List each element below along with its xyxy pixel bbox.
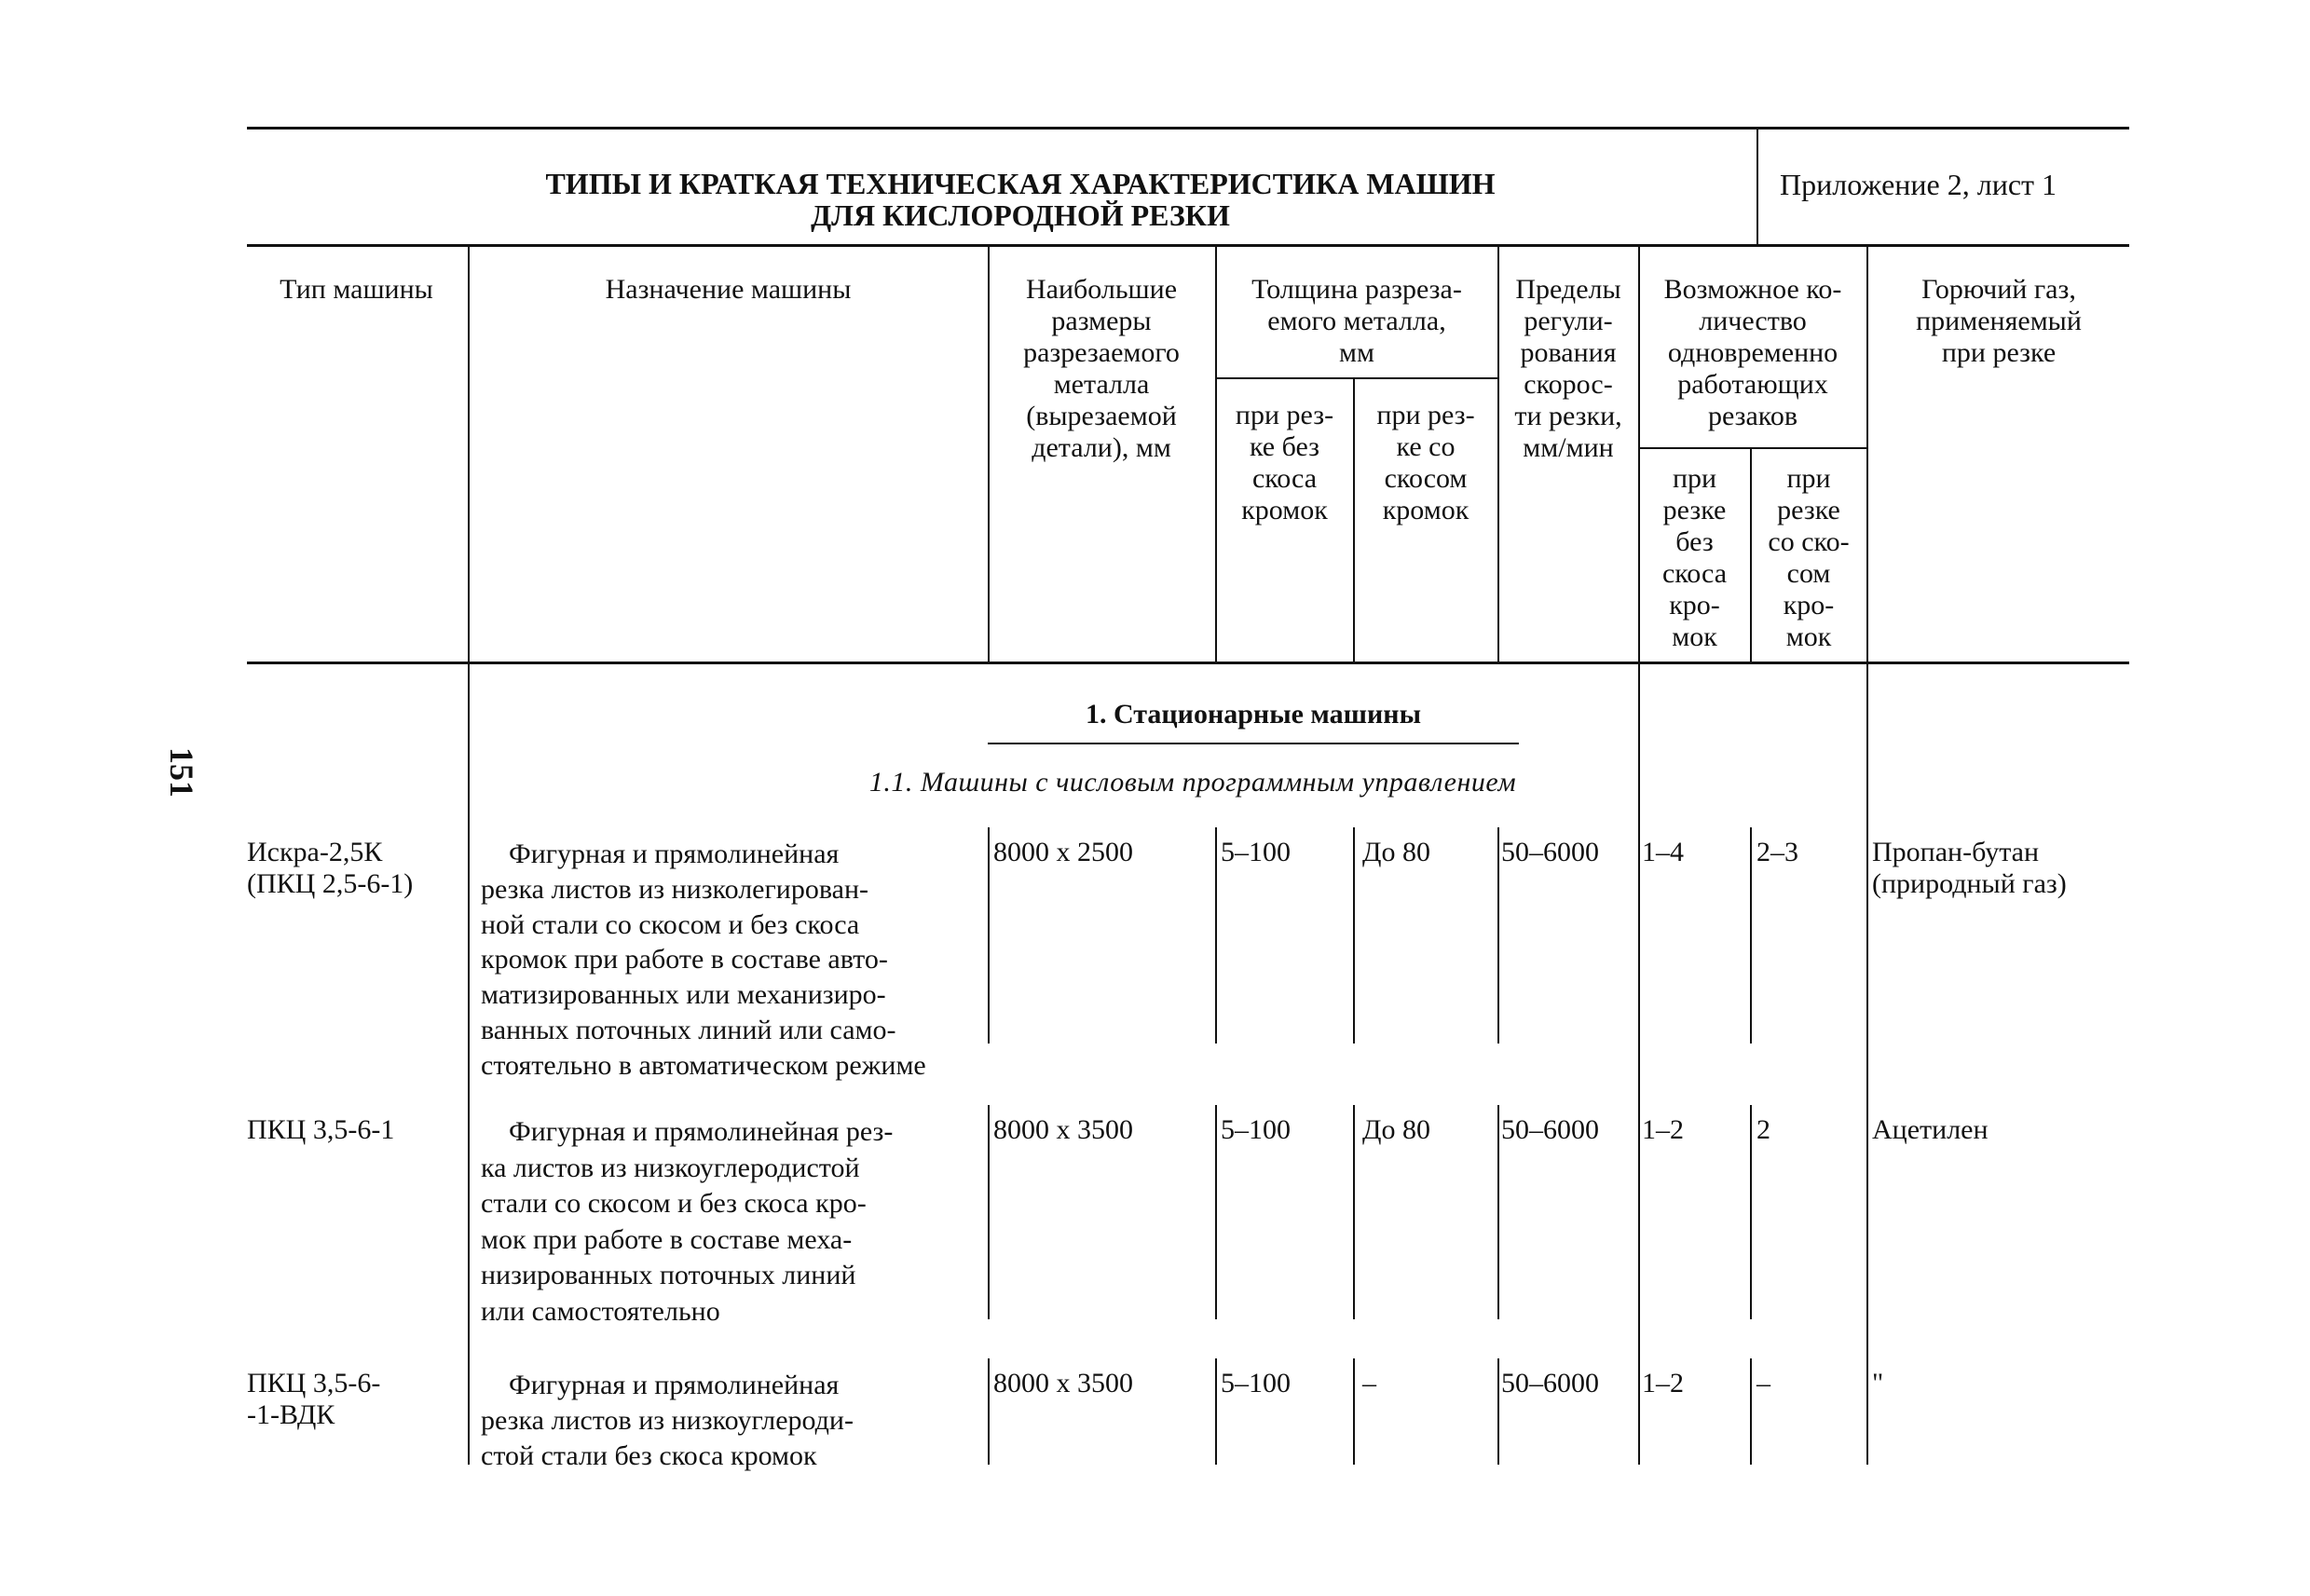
row-rule <box>1750 1105 1752 1319</box>
body-rule-purpose <box>468 663 470 1465</box>
col-cutters-no-bevel-header: при резке без скоса кро- мок <box>1661 463 1728 652</box>
col-cutters-bevel-header: при резке со ско- сом кро- мок <box>1768 463 1850 652</box>
cutters-bevel: – <box>1756 1368 1770 1398</box>
max-size: 8000 х 2500 <box>993 837 1133 867</box>
col-speed-header: Пределы регули- рования скорос- ти резки, мм/мин <box>1514 274 1622 463</box>
thickness-subrule <box>1215 377 1497 379</box>
row-rule <box>988 1105 990 1319</box>
body-rule-cutters <box>1638 663 1640 1465</box>
thickness-bevel: До 80 <box>1362 837 1430 867</box>
cutters-bevel: 2–3 <box>1756 837 1798 867</box>
col-cutters-header: Возможное ко- личество одновременно работающих резаков <box>1663 274 1842 431</box>
cutters-bevel: 2 <box>1756 1114 1770 1145</box>
cutters-subrule <box>1638 447 1866 449</box>
fuel-gas: " <box>1872 1368 1884 1398</box>
row-rule <box>1750 1358 1752 1465</box>
thickness-bevel: До 80 <box>1362 1114 1430 1145</box>
section-underline <box>988 743 1519 744</box>
row-rule <box>1353 1105 1355 1319</box>
cutters-no-bevel: 1–2 <box>1642 1114 1684 1145</box>
header-divider <box>1756 129 1758 246</box>
max-size: 8000 х 3500 <box>993 1368 1133 1398</box>
col-type-header: Тип машины <box>280 274 433 305</box>
page-number: 151 <box>163 747 200 798</box>
thickness-bevel: – <box>1362 1368 1376 1398</box>
row-rule <box>1750 827 1752 1044</box>
col-thickness-bevel-header: при рез- ке со скосом кромок <box>1376 400 1475 525</box>
section-heading: 1. Стационарные машины <box>1086 699 1421 730</box>
row-rule <box>1215 1358 1217 1465</box>
subsection-heading: 1.1. Машины с числовым программным управлением <box>868 767 1517 798</box>
col-gas-header: Горючий газ, применяемый при резке <box>1916 274 2082 368</box>
header-bottom-rule <box>247 244 2129 247</box>
top-rule <box>247 127 2129 130</box>
row-rule <box>1353 827 1355 1044</box>
header-end-rule <box>247 662 2129 664</box>
appendix-label: Приложение 2, лист 1 <box>1780 168 2057 201</box>
fuel-gas: Ацетилен <box>1872 1114 1989 1145</box>
row-rule <box>1215 827 1217 1044</box>
thickness-no-bevel: 5–100 <box>1221 837 1291 867</box>
table-title: ТИПЫ И КРАТКАЯ ТЕХНИЧЕСКАЯ ХАРАКТЕРИСТИКА МАШИН ДЛЯ КИСЛОРОДНОЙ РЕЗКИ <box>545 167 1496 232</box>
max-size: 8000 х 3500 <box>993 1114 1133 1145</box>
row-rule <box>1497 1105 1499 1319</box>
col-size-header: Наибольшие размеры разрезаемого металла (вырезаемой детали), мм <box>1023 274 1180 463</box>
thickness-no-bevel: 5–100 <box>1221 1368 1291 1398</box>
cutters-no-bevel: 1–2 <box>1642 1368 1684 1398</box>
machine-type: Искра-2,5К (ПКЦ 2,5-6-1) <box>247 837 414 899</box>
row-rule <box>1215 1105 1217 1319</box>
machine-type: ПКЦ 3,5-6- -1-ВДК <box>247 1368 381 1430</box>
machine-purpose: Фигурная и прямолинейная резка листов из низколегирован- ной стали со скосом и без скоса кромок при работе в составе авто- матизированных или механизиро- ванных поточных линий или само- стоятельно в автоматическом режиме <box>481 839 926 1081</box>
row-rule <box>988 827 990 1044</box>
col-purpose-header: Назначение машины <box>605 274 852 305</box>
speed-range: 50–6000 <box>1501 1114 1599 1145</box>
body-rule-gas <box>1866 663 1868 1465</box>
speed-range: 50–6000 <box>1501 1368 1599 1398</box>
machine-purpose: Фигурная и прямолинейная рез- ка листов из низкоуглеродистой стали со скосом и без скоса кро- мок при работе в составе меха- низированных поточных линий или самостоятельно <box>481 1116 894 1327</box>
row-rule <box>988 1358 990 1465</box>
col-thickness-no-bevel-header: при рез- ке без скоса кромок <box>1235 400 1334 525</box>
thickness-no-bevel: 5–100 <box>1221 1114 1291 1145</box>
fuel-gas: Пропан-бутан (природный газ) <box>1872 837 2067 899</box>
row-rule <box>1497 1358 1499 1465</box>
row-rule <box>1353 1358 1355 1465</box>
machine-type: ПКЦ 3,5-6-1 <box>247 1114 395 1145</box>
cutters-no-bevel: 1–4 <box>1642 837 1684 867</box>
speed-range: 50–6000 <box>1501 837 1599 867</box>
col-thickness-header: Толщина разреза- емого металла, мм <box>1251 274 1462 368</box>
col-rule-1 <box>468 246 470 663</box>
machine-purpose: Фигурная и прямолинейная резка листов из низкоуглероди- стой стали без скоса кромок <box>481 1370 854 1471</box>
row-rule <box>1497 827 1499 1044</box>
